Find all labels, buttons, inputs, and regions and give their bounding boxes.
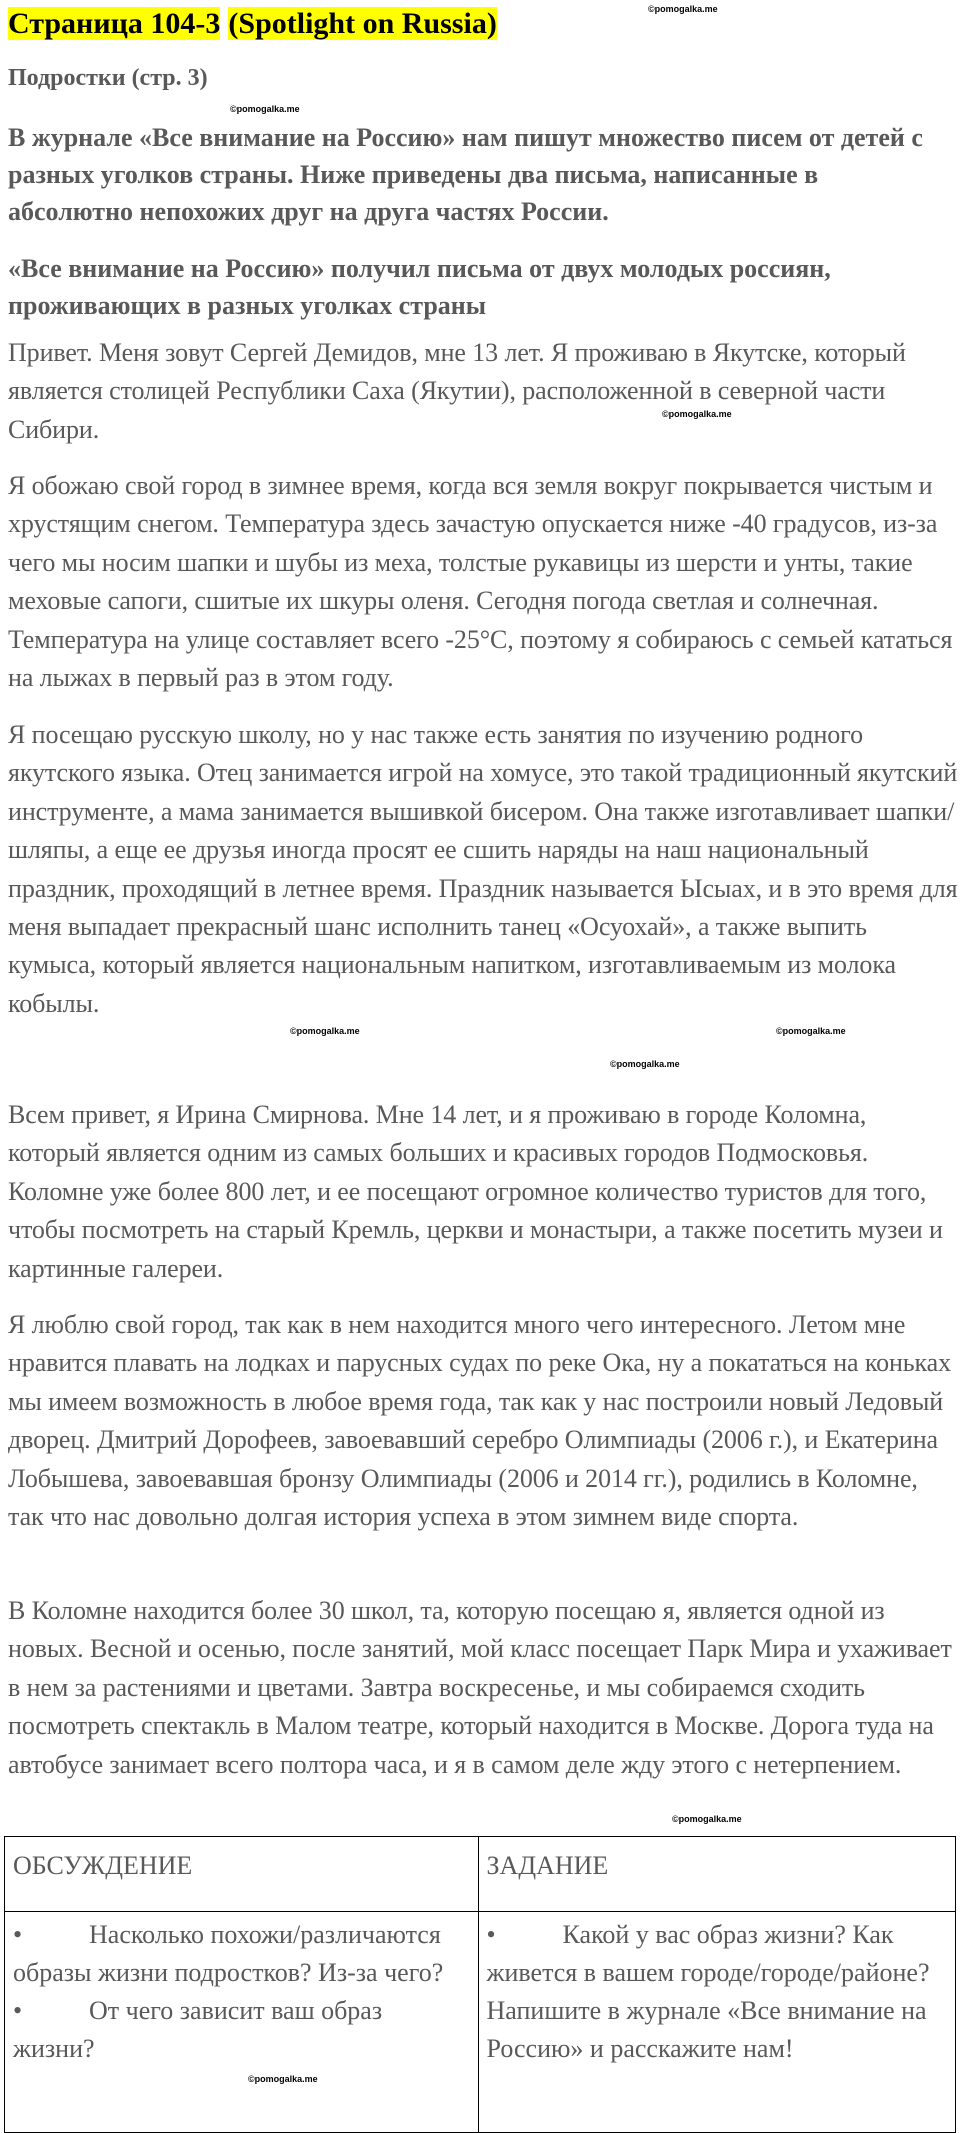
letter1-paragraph: Привет. Меня зовут Сергей Демидов, мне 13 лет. Я проживаю в Якутске, который является столицей Республики Саха (Якутии), расположенной в северной части Сибири. <box>8 338 906 444</box>
watermark: ©pomogalka.me <box>662 409 732 419</box>
watermark: ©pomogalka.me <box>776 1026 846 1036</box>
discussion-task-table <box>4 1836 956 2133</box>
table-header-task: ЗАДАНИЕ <box>478 1837 955 1912</box>
intro-heading: «Все внимание на Россию» получил письма от двух молодых россиян, проживающих в разных уголках страны <box>8 254 831 320</box>
bullet: • <box>13 1996 23 2025</box>
task-text: Какой у вас образ жизни? Как живется в вашем городе/городе/районе? Напишите в журнале «Все внимание на Россию» и расскажите нам! <box>486 1920 930 2063</box>
table-header-row <box>5 1837 956 1912</box>
watermark: ©pomogalka.me <box>672 1814 742 1824</box>
discussion-cell <box>5 1912 479 2133</box>
discussion-item <box>13 1916 470 1992</box>
watermark: ©pomogalka.me <box>230 104 300 114</box>
page-title <box>8 6 497 42</box>
table-row <box>5 1912 956 2133</box>
letter1-paragraph: Я посещаю русскую школу, но у нас также есть занятия по изучению родного якутского языка. Отец занимается игрой на хомусе, это такой традиционный якутский инструменте, а мама занимается вышивкой бисером. Она также изготавливает шапки/шляпы, а еще ее друзья иногда просят ее сшить наряды на наш национальный праздник, проходящий в летнее время. Праздник называется Ысыах, и в это время для меня выпадает прекрасный шанс исполнить танец «Осуохай», а также выпить кумыса, который является национальным напитком, изготавливаемым из молока кобылы. <box>8 720 958 1018</box>
discussion-text: От чего зависит ваш образ жизни? <box>13 1996 383 2063</box>
letter2-paragraph: Всем привет, я Ирина Смирнова. Мне 14 лет, и я проживаю в городе Коломна, который является одним из самых больших и красивых городов Подмосковья. Коломне уже более 800 лет, и ее посещают огромное количество туристов для того, чтобы посмотреть на старый Кремль, церкви и монастыри, а также посетить музеи и картинные галереи. <box>8 1100 943 1283</box>
watermark: ©pomogalka.me <box>648 4 718 14</box>
bullet: • <box>486 1920 496 1949</box>
task-item <box>487 1916 947 2068</box>
watermark: ©pomogalka.me <box>610 1059 680 1069</box>
intro-paragraph: В журнале «Все внимание на Россию» нам пишут множество писем от детей с разных уголков страны. Ниже приведены два письма, написанные в абсолютно непохожих друг на друга частях России. <box>8 123 923 226</box>
watermark: ©pomogalka.me <box>248 2074 318 2084</box>
title-link[interactable]: (Spotlight on Russia) <box>228 7 497 40</box>
watermark: ©pomogalka.me <box>290 1026 360 1036</box>
table-header-discussion: ОБСУЖДЕНИЕ <box>5 1837 479 1912</box>
letter1-paragraph: Я обожаю свой город в зимнее время, когда вся земля вокруг покрывается чистым и хрустящим снегом. Температура здесь зачастую опускается ниже -40 градусов, из-за чего мы носим шапки и шубы из меха, толстые рукавицы из шерсти и унты, такие меховые сапоги, сшитые их шкуры оленя. Сегодня погода светлая и солнечная. Температура на улице составляет всего -25°С, поэтому я собираюсь с семьей кататься на лыжах в первый раз в этом году. <box>8 471 953 693</box>
letter2-paragraph: Я люблю свой город, так как в нем находится много чего интересного. Летом мне нравится плавать на лодках и парусных судах по реке Ока, ну а покататься на коньках мы имеем возможность в любое время года, так как у нас построили новый Ледовый дворец. Дмитрий Дорофеев, завоевавший серебро Олимпиады (2006 г.), и Екатерина Лобышева, завоевавшая бронзу Олимпиады (2006 и 2014 гг.), родились в Коломне, так что нас довольно долгая история успеха в этом зимнем виде спорта. <box>8 1310 952 1532</box>
bullet: • <box>13 1920 23 1949</box>
discussion-item <box>13 1992 470 2068</box>
discussion-text: Насколько похожи/различаются образы жизни подростков? Из-за чего? <box>13 1920 444 1987</box>
letter2-paragraph: В Коломне находится более 30 школ, та, которую посещаю я, является одной из новых. Весной и осенью, после занятий, мой класс посещает Парк Мира и ухаживает в нем за растениями и цветами. Завтра воскресенье, и мы собираемся сходить посмотреть спектакль в Малом театре, который находится в Москве. Дорога туда на автобусе занимает всего полтора часа, и я в самом деле жду этого с нетерпением. <box>8 1596 952 1779</box>
title-text: Страница 104-3 <box>8 7 221 40</box>
subtitle: Подростки (стр. 3) <box>8 65 208 91</box>
task-cell <box>478 1912 955 2133</box>
